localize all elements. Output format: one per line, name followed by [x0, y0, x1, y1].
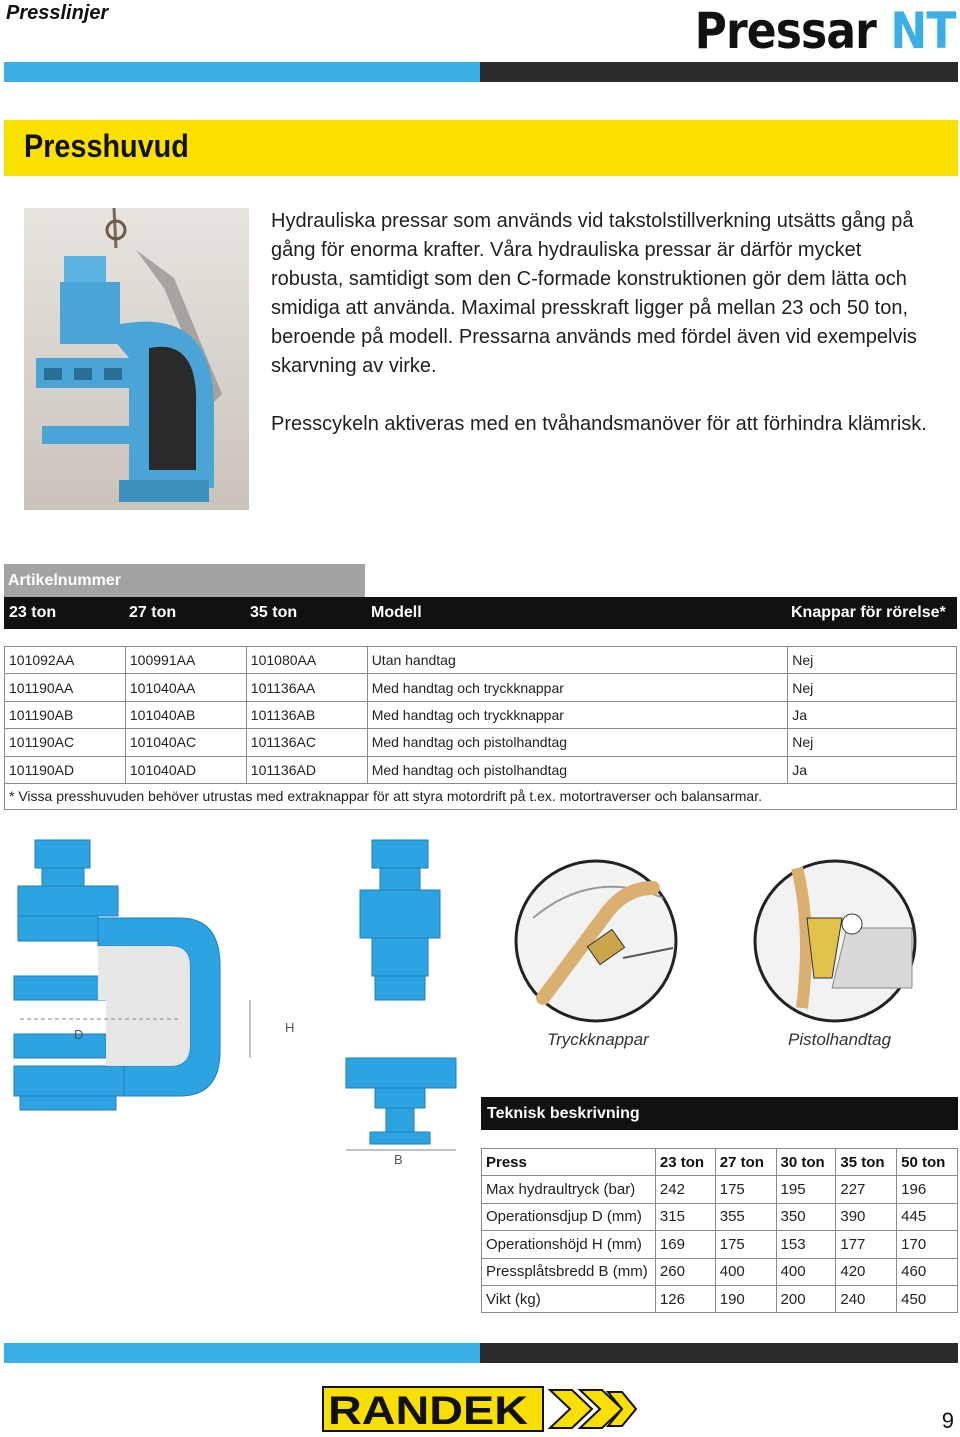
- page-title: [695, 2, 956, 60]
- table-cell: Vikt (kg): [482, 1285, 656, 1312]
- table-cell: 101040AC: [125, 729, 246, 756]
- table-row: [5, 756, 957, 783]
- table-cell: Operationsdjup D (mm): [482, 1203, 656, 1230]
- table-cell: 170: [897, 1231, 958, 1258]
- table-header-cell: 35 ton: [836, 1149, 897, 1176]
- table-cell: 101190AA: [5, 674, 126, 701]
- table-cell: 190: [715, 1285, 776, 1312]
- table-cell: 450: [897, 1285, 958, 1312]
- table-cell: 400: [715, 1258, 776, 1285]
- section-label: Presslinjer: [6, 2, 109, 24]
- table-header-cell: 30 ton: [776, 1149, 836, 1176]
- footer-bar-blue: [4, 1343, 480, 1363]
- table-cell: 420: [836, 1258, 897, 1285]
- table-cell: 177: [836, 1231, 897, 1258]
- intro-text: [271, 207, 936, 468]
- table-cell: Nej: [788, 729, 957, 756]
- table-cell: 390: [836, 1203, 897, 1230]
- table-row: [5, 729, 957, 756]
- table-row: [482, 1203, 958, 1230]
- article-number-tab: Artikelnummer: [4, 564, 365, 597]
- article-table: [4, 646, 957, 784]
- table-header-row: [482, 1149, 958, 1176]
- table-cell: 315: [655, 1203, 715, 1230]
- table-row: [5, 674, 957, 701]
- footer-bar-dark: [480, 1343, 958, 1363]
- table-header-cell: 27 ton: [715, 1149, 776, 1176]
- table-cell: 242: [655, 1176, 715, 1203]
- pistol-grip-detail: [752, 858, 918, 1024]
- header-bar-dark: [480, 62, 958, 82]
- table-cell: Utan handtag: [367, 647, 788, 674]
- table-cell: Operationshöjd H (mm): [482, 1231, 656, 1258]
- table-cell: 355: [715, 1203, 776, 1230]
- col-header-knappar: Knappar för rörelse*: [791, 604, 946, 621]
- table-cell: Med handtag och tryckknappar: [367, 674, 788, 701]
- table-row: [5, 701, 957, 728]
- table-cell: 101040AD: [125, 756, 246, 783]
- table-cell: 175: [715, 1231, 776, 1258]
- page-title-accent: NT: [890, 2, 956, 60]
- col-header-modell: Modell: [371, 604, 422, 621]
- table-row: [5, 647, 957, 674]
- header-bar-blue: [4, 62, 480, 82]
- page-title-main: Pressar: [695, 2, 877, 60]
- section-title: Presshuvud: [24, 128, 189, 164]
- table-cell: 196: [897, 1176, 958, 1203]
- table-cell: Nej: [788, 647, 957, 674]
- table-cell: 101080AA: [246, 647, 367, 674]
- table-cell: 240: [836, 1285, 897, 1312]
- table-cell: 101092AA: [5, 647, 126, 674]
- col-header-23ton: 23 ton: [9, 604, 57, 621]
- logo-text: RANDEK: [328, 1389, 529, 1432]
- diagram-label-h: H: [285, 1020, 295, 1035]
- table-cell: 101190AB: [5, 701, 126, 728]
- table-row: [482, 1231, 958, 1258]
- press-head-photo: [24, 208, 249, 510]
- table-header-cell: 50 ton: [897, 1149, 958, 1176]
- article-footnote: * Vissa presshuvuden behöver utrustas med extraknappar för att styra motordrift på t.ex. motortraverser och balansarmar.: [4, 783, 957, 810]
- table-cell: 101040AB: [125, 701, 246, 728]
- table-cell: 227: [836, 1176, 897, 1203]
- table-cell: Max hydraultryck (bar): [482, 1176, 656, 1203]
- table-cell: Pressplåtsbredd B (mm): [482, 1258, 656, 1285]
- table-cell: 126: [655, 1285, 715, 1312]
- table-cell: 460: [897, 1258, 958, 1285]
- table-cell: Ja: [788, 701, 957, 728]
- table-cell: 101136AB: [246, 701, 367, 728]
- intro-paragraph: Presscykeln aktiveras med en tvåhandsmanöver för att förhindra klämrisk.: [271, 413, 927, 435]
- table-cell: 101136AA: [246, 674, 367, 701]
- table-cell: 195: [776, 1176, 836, 1203]
- col-header-35ton: 35 ton: [250, 604, 298, 621]
- intro-paragraph: Hydrauliska pressar som används vid takstolstillverkning utsätts gång på gång för enorma krafter. Våra hydrauliska pressar är därför mycket robusta, samtidigt som den C-formade konstruktionen gör dem lätta och smidiga att använda. Maximal presskraft ligger på mellan 23 och 50 ton, beroende på modell. Pressarna används med fördel även vid exempelvis skarvning av virke.: [271, 210, 917, 377]
- table-cell: 260: [655, 1258, 715, 1285]
- table-cell: Nej: [788, 674, 957, 701]
- tech-spec-title: Teknisk beskrivning: [481, 1097, 958, 1130]
- table-cell: 100991AA: [125, 647, 246, 674]
- table-cell: 350: [776, 1203, 836, 1230]
- table-cell: 101136AD: [246, 756, 367, 783]
- diagram-label-d: D: [74, 1027, 84, 1042]
- table-cell: 200: [776, 1285, 836, 1312]
- diagram-label-b: B: [394, 1152, 403, 1167]
- page-number: 9: [941, 1408, 954, 1433]
- table-cell: 101190AC: [5, 729, 126, 756]
- table-row: [482, 1285, 958, 1312]
- table-cell: 101136AC: [246, 729, 367, 756]
- article-table-header: [4, 597, 957, 629]
- table-cell: 400: [776, 1258, 836, 1285]
- table-cell: 101040AA: [125, 674, 246, 701]
- table-cell: 101190AD: [5, 756, 126, 783]
- table-cell: Med handtag och pistolhandtag: [367, 756, 788, 783]
- tech-spec-table: [481, 1148, 958, 1313]
- table-cell: Ja: [788, 756, 957, 783]
- dimension-diagram: [10, 836, 470, 1176]
- table-cell: 175: [715, 1176, 776, 1203]
- randek-logo: [322, 1386, 638, 1432]
- table-cell: Med handtag och tryckknappar: [367, 701, 788, 728]
- table-cell: 153: [776, 1231, 836, 1258]
- table-cell: 445: [897, 1203, 958, 1230]
- table-header-cell: 23 ton: [655, 1149, 715, 1176]
- caption-push-buttons: Tryckknappar: [547, 1030, 649, 1049]
- table-row: [482, 1176, 958, 1203]
- table-cell: 169: [655, 1231, 715, 1258]
- table-row: [482, 1258, 958, 1285]
- table-header-cell: Press: [482, 1149, 656, 1176]
- col-header-27ton: 27 ton: [129, 604, 177, 621]
- caption-pistol-grip: Pistolhandtag: [788, 1030, 892, 1049]
- push-button-detail: [513, 858, 679, 1024]
- table-cell: Med handtag och pistolhandtag: [367, 729, 788, 756]
